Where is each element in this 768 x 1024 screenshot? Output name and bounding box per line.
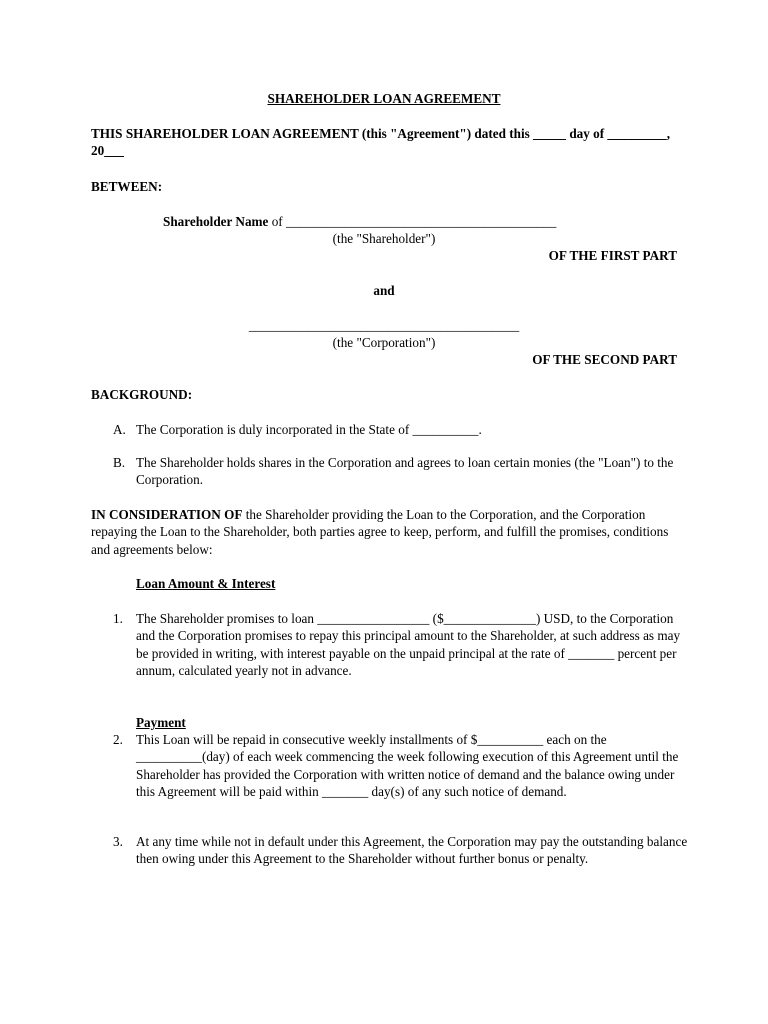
background-heading: BACKGROUND: [91,387,193,402]
agreement-intro: THIS SHAREHOLDER LOAN AGREEMENT (this "Agreement") dated this _____ day of _________, 20___ [91,126,671,159]
background-item-marker: A. [113,422,126,437]
corporation-blank: _________________________________________ [248,318,520,333]
shareholder-line [163,213,556,230]
document-title: SHAREHOLDER LOAN AGREEMENT [267,91,501,106]
and-label: and [373,283,395,298]
background-item [91,421,691,438]
clause-text: The Shareholder promises to loan _________________ ($______________) USD, to the Corporation and the Corporation promises to repay this principal amount to the Shareholder, at such address as may be provided in writing, with interest payable on the unpaid principal at the rate of _______ percent per annum, calculated yearly not in advance. [136,611,681,678]
between-heading: BETWEEN: [91,179,163,194]
consideration-text: the Shareholder providing the Loan to the Corporation, and the Corporation repaying the Loan to the Shareholder, both parties agree to keep, perform, and fulfill the promises, conditions and agreements below: [91,507,669,557]
clause [91,731,691,800]
first-part-label: OF THE FIRST PART [548,248,677,263]
clause-marker: 2. [113,732,123,747]
shareholder-blank: of _________________________________________ [268,214,557,229]
consideration-paragraph [91,506,681,558]
section-heading-payment: Payment [136,715,186,730]
section-heading-loan: Loan Amount & Interest [136,576,276,591]
shareholder-paren: (the "Shareholder") [332,231,436,246]
clause [91,833,691,868]
corporation-paren: (the "Corporation") [332,335,436,350]
shareholder-label: Shareholder Name [163,214,269,229]
clause-marker: 3. [113,834,123,849]
clause-marker: 1. [113,611,123,626]
background-item-text: The Corporation is duly incorporated in the State of __________. [136,422,482,437]
clause-text: At any time while not in default under this Agreement, the Corporation may pay the outstanding balance then owing under this Agreement to the Shareholder without further bonus or penalty. [136,834,688,867]
background-item-text: The Shareholder holds shares in the Corporation and agrees to loan certain monies (the "Loan") to the Corporation. [136,455,674,488]
clause-text: This Loan will be repaid in consecutive weekly installments of $__________ each on the __________(day) of each week commencing the week following execution of this Agreement until the Shareholder has provided the Corporation with written notice of demand and the balance owing under this Agreement will be paid within _______ day(s) of any such notice of demand. [136,732,679,799]
background-item-marker: B. [113,455,126,470]
clause [91,610,691,679]
background-item [91,454,691,489]
consideration-bold: IN CONSIDERATION OF [91,507,243,522]
second-part-label: OF THE SECOND PART [532,352,677,367]
